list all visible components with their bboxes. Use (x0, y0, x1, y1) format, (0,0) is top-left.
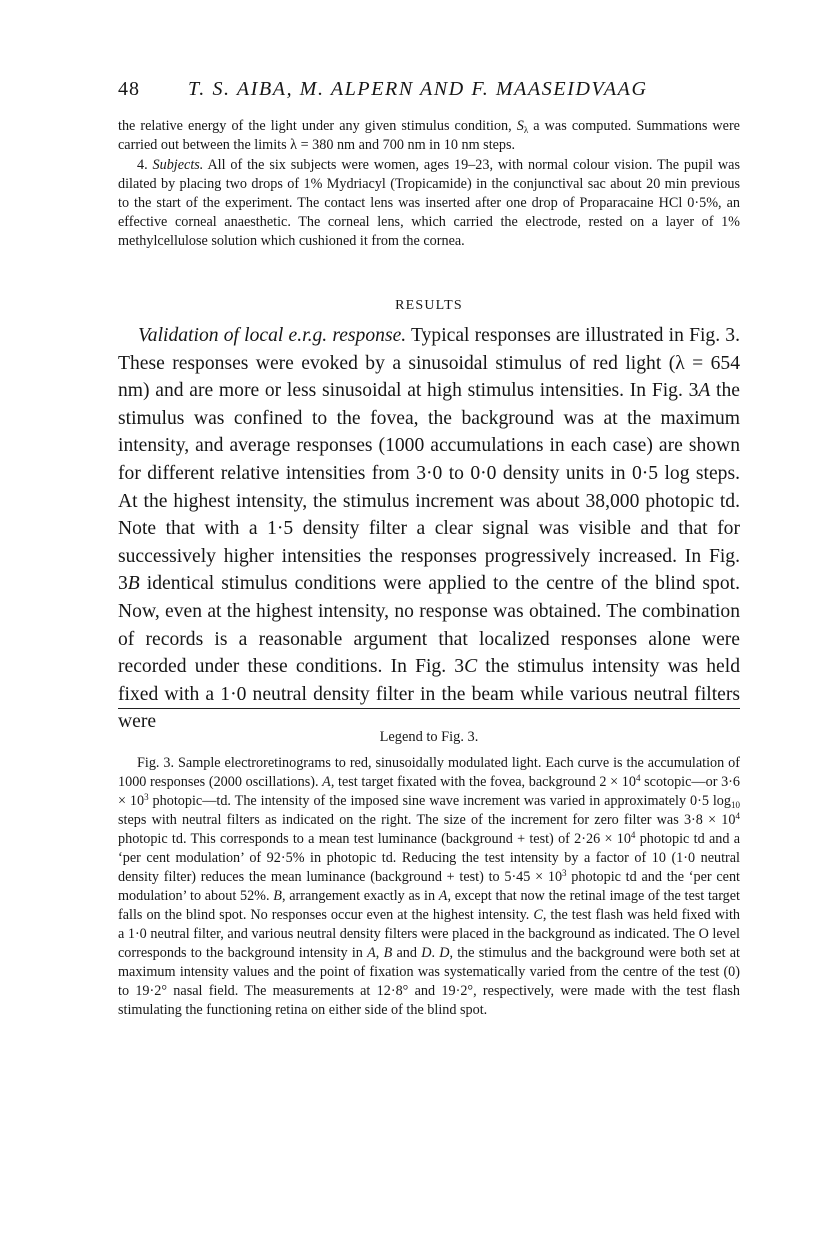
exponent: 4 (635, 773, 641, 783)
panel-label: C (464, 656, 478, 678)
text-run: identical stimulus conditions were applied to the centre of the blind spot. Now, even at the highest intensity, no response was obtained. The combination of records is a reasonable argument that localized responses alone were recorded under these conditions. In Fig. 3 (118, 573, 740, 678)
text-run: and (392, 945, 422, 961)
panel-label: B (383, 945, 393, 961)
panel-label: A (367, 945, 376, 961)
text-run: a was computed. Summations were carried out between the limits λ = 380 nm and 700 nm in 10 nm steps. (118, 118, 740, 153)
text-run: the stimulus was confined to the fovea, the background was at the maximum intensity, and average responses (1000 accumulations in each case) are shown for different relative intensities from 3·0 to 0·0 density units in 0·5 log steps. At the highest intensity, the stimulus increment was about 38,000 photopic td. Note that with a 1·5 density filter a clear signal was visible and that for successively higher intensities the responses progressively increased. In Fig. 3 (118, 380, 740, 595)
authors-header: T. S. AIBA, M. ALPERN AND F. MAASEIDVAAG (188, 78, 648, 100)
text-run: steps with neutral filters as indicated on the right. The size of the increment for zero filter was 3·8 × 10 (118, 812, 736, 828)
subjects-text: All of the six subjects were women, ages 19–23, with normal colour vision. The pupil was dilated by placing two drops of 1% Mydriacyl (Tropicamide) in the conjunctival sac about 20 min previous to the start of the experiment. The contact lens was inserted after one drop of Proparacaine HCl 0·5%, an effective corneal anaesthetic. The corneal lens, which carried the electrode, rested on a layer of 1% methylcellulose solution which cushioned it from the cornea. (118, 157, 741, 249)
results-paragraph (118, 322, 740, 736)
text-run: . (431, 945, 440, 961)
text-run: , the stimulus and the background were both set at maximum intensity values and the point of fixation was systematically varied from the centre of the test (0) to 19·2° nasal field. The measurements at 12·8° and 19·2°, respectively, were made with the test flash stimulating the functioning retina on either side of the blind spot. (118, 945, 741, 1018)
text-run: photopic td. This corresponds to a mean test luminance (background + test) of 2·26 × 10 (118, 831, 631, 847)
exponent: 3 (144, 792, 149, 802)
exponent: 3 (562, 868, 567, 878)
page-number: 48 (118, 78, 140, 100)
panel-label: D (439, 945, 450, 961)
text-run: the relative energy of the light under any given stimulus condition, (118, 118, 517, 134)
panel-label: A (698, 380, 711, 402)
running-head (118, 78, 740, 104)
text-run: , the test flash was held fixed with a 1·0 neutral filter, and various neutral density filters were placed in the background as indicated. The O level corresponds to the background intensity in (118, 907, 740, 961)
panel-label: B (273, 888, 282, 904)
figure-legend (118, 754, 740, 1020)
symbol-lambda-sub: λ (523, 125, 529, 135)
methods-continuation-paragraph (118, 117, 740, 155)
text-run: the stimulus intensity was held fixed with a 1·0 neutral density filter in the beam while various neutral filters were (118, 656, 740, 733)
text-run: , test target fixated with the fovea, background 2 × 10 (330, 774, 636, 790)
text-run: Typical responses are illustrated in Fig. 3. These responses were evoked by a sinusoidal stimulus of red light (λ = 654 nm) and are more or less sinusoidal at high stimulus intensities. In Fig. 3 (118, 325, 740, 402)
panel-label: D (421, 945, 432, 961)
panel-label: B (127, 573, 140, 595)
panel-label: A (438, 888, 448, 904)
text-run: Fig. 3. Sample electroretinograms to red, sinusoidally modulated light. Each curve is the accumulation of 1000 responses (2000 oscillations). (118, 755, 740, 790)
panel-label: A (322, 774, 331, 790)
exponent: 4 (630, 830, 636, 840)
text-run: photopic td and a ‘per cent modulation’ of 92·5% in photopic td. Reducing the test intensity by a factor of 10 (1·0 neutral density filter) reduces the mean luminance (background + test) to 5·45 × 10 (118, 831, 741, 885)
legend-title: Legend to Fig. 3. (379, 729, 479, 745)
subjects-heading: Subjects. (152, 157, 204, 173)
log-subscript: 10 (731, 800, 740, 810)
text-run: scotopic—or 3·6 × 10 (118, 774, 740, 809)
results-heading: RESULTS (395, 298, 463, 313)
results-lead: Validation of local e.r.g. response. (138, 325, 407, 346)
text-run: , arrangement exactly as in (281, 888, 439, 904)
panel-label: C (533, 907, 543, 923)
symbol-S: S (516, 118, 524, 134)
text-run: , (375, 945, 384, 961)
text-run: , except that now the retinal image of the test target falls on the blind spot. No responses occur even at the highest intensity. (118, 888, 741, 923)
subjects-paragraph (118, 156, 740, 251)
exponent: 4 (735, 811, 740, 821)
text-run: photopic td and the ‘per cent modulation’ to about 52%. (118, 869, 740, 904)
legend-divider (118, 708, 740, 709)
section-number: 4. (137, 157, 148, 173)
text-run: photopic—td. The intensity of the imposed sine wave increment was varied in approximately 0·5 log (148, 793, 731, 809)
